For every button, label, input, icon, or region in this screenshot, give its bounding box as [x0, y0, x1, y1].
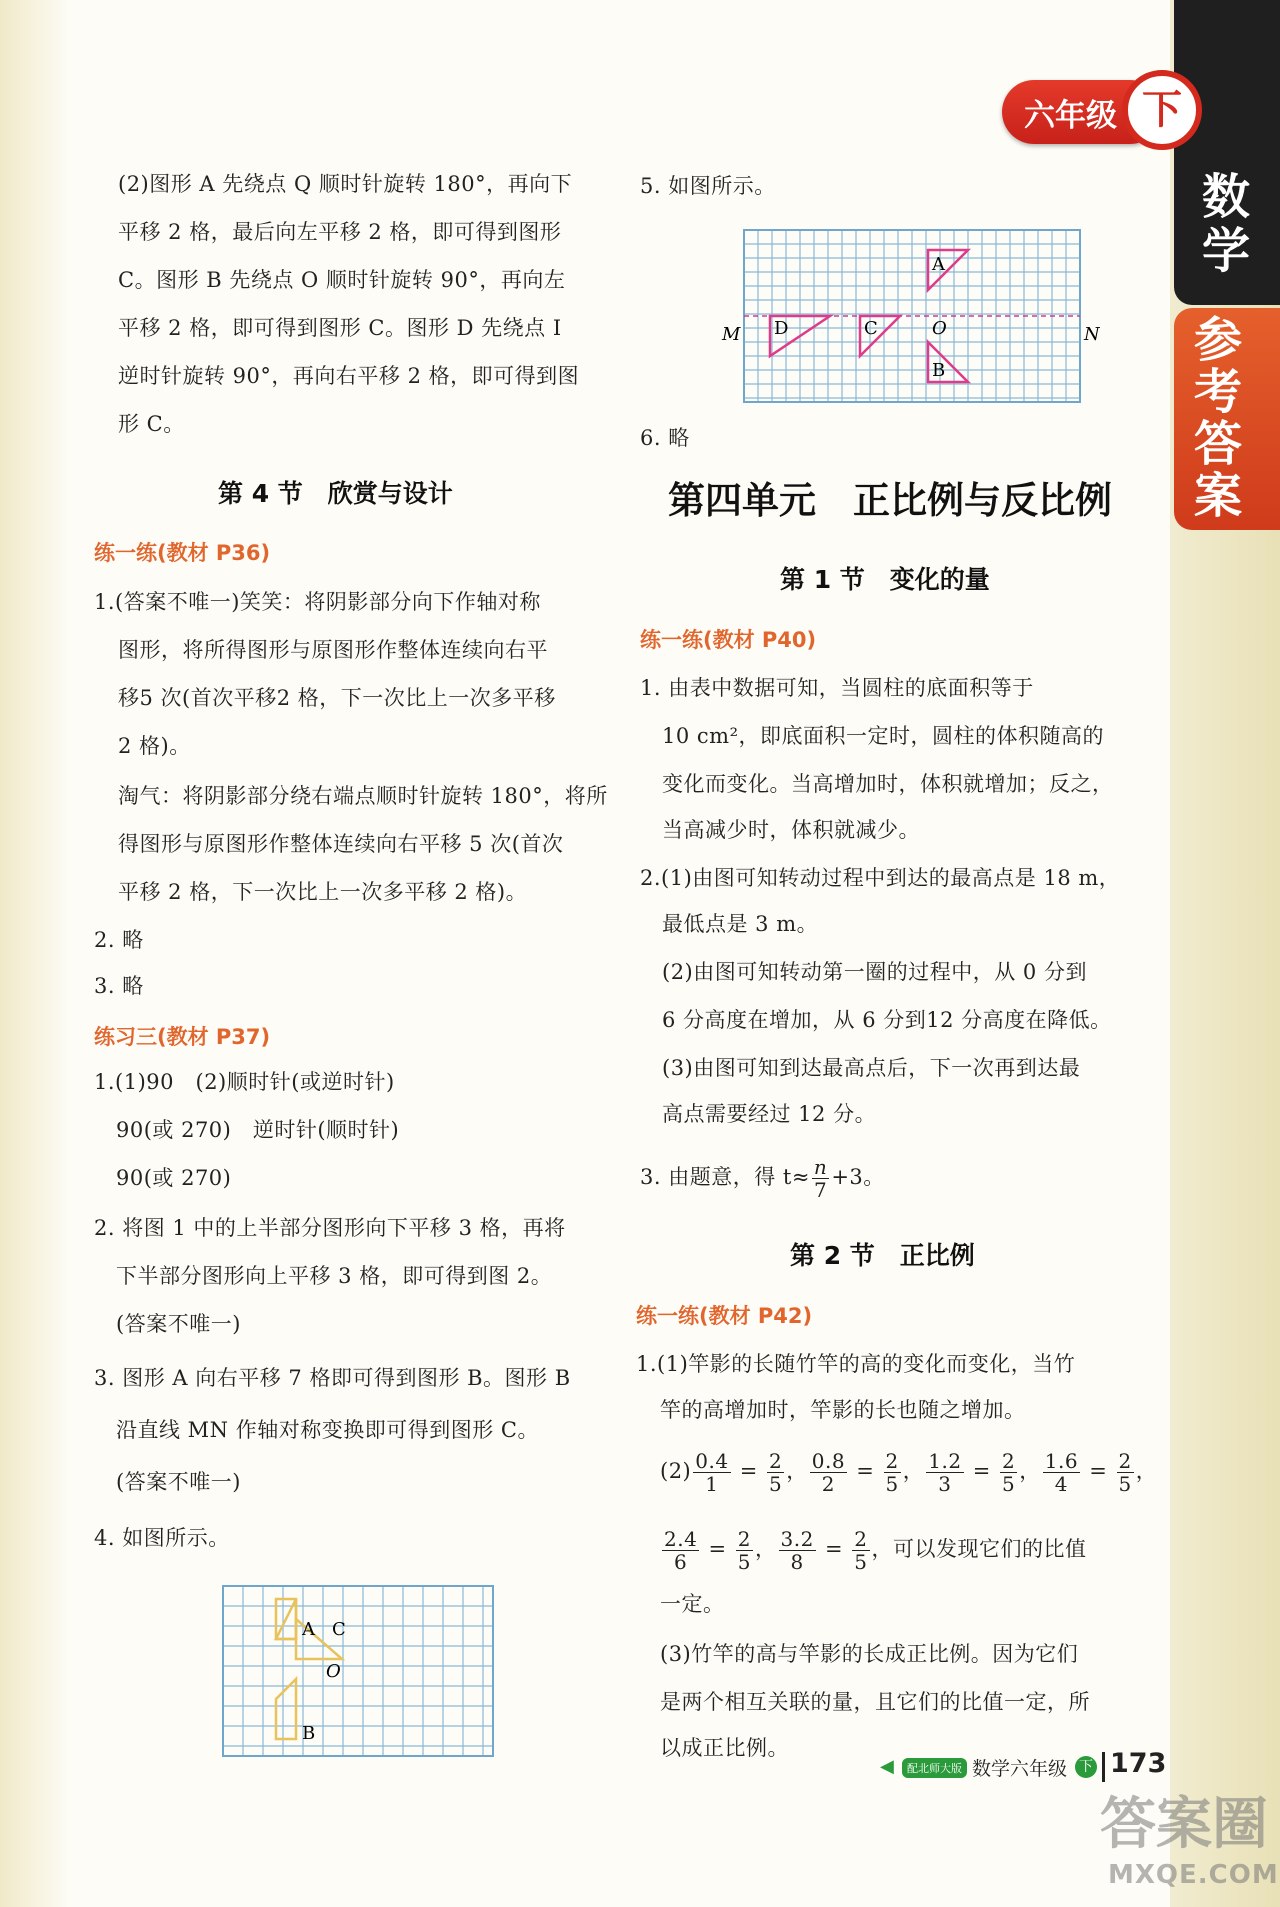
numerator: 1.2 — [928, 1449, 962, 1473]
label-b: B — [302, 1723, 316, 1744]
exercise-tag: 练一练(教材 P40) — [640, 628, 817, 652]
numerator: 2.4 — [664, 1527, 698, 1551]
numerator: 1.6 — [1044, 1449, 1079, 1473]
text-line: 2. 略 — [94, 928, 144, 952]
text-line: 1.(1)90 (2)顺时针(或逆时针) — [94, 1070, 395, 1094]
text-line: (答案不唯一) — [116, 1312, 241, 1336]
text-line: 2.(1)由图可知转动过程中到达的最高点是 18 m， — [640, 866, 1121, 890]
label-m: M — [722, 324, 741, 345]
fraction — [812, 1156, 829, 1201]
grid-figure-4 — [222, 1585, 494, 1757]
unit-title: 第四单元 正比例与反比例 — [668, 479, 1112, 522]
label-c: C — [332, 1619, 346, 1640]
formula-prefix: 3. 由题意，得 t≈ — [640, 1165, 810, 1189]
label-o: O — [932, 318, 947, 339]
numerator: 3.2 — [780, 1527, 814, 1551]
denominator: 2 — [821, 1472, 836, 1496]
label-b: B — [932, 360, 946, 381]
text-line: 2. 将图 1 中的上半部分图形向下平移 3 格，再将 — [94, 1216, 566, 1240]
text-line: 竿的高增加时，竿影的长也随之增加。 — [660, 1398, 1026, 1422]
label-o: O — [326, 1661, 341, 1682]
exercise-tag: 练一练(教材 P36) — [94, 541, 271, 565]
numerator: 2 — [737, 1527, 751, 1551]
fraction — [693, 1450, 730, 1495]
term-circle: 下 — [1122, 70, 1202, 150]
denominator: 5 — [1002, 1472, 1016, 1496]
label-a: A — [932, 254, 945, 275]
denominator: 8 — [790, 1550, 804, 1574]
text-line: 5. 如图所示。 — [640, 174, 776, 198]
fraction — [662, 1528, 699, 1573]
label-d: D — [774, 318, 789, 339]
fraction — [779, 1528, 816, 1573]
section-title: 第 2 节 正比例 — [790, 1241, 975, 1270]
fraction — [1000, 1450, 1017, 1495]
denominator: 3 — [938, 1472, 952, 1496]
text-line: 6. 略 — [640, 426, 690, 450]
arrow-left-icon: ◀ — [880, 1756, 894, 1777]
numerator: 2 — [1002, 1449, 1016, 1473]
watermark — [1100, 1780, 1279, 1905]
text-line: 逆时针旋转 90°，再向右平移 2 格，即可得到图 — [118, 364, 580, 388]
text-line: 一定。 — [660, 1592, 725, 1616]
text-line: 以成正比例。 — [660, 1736, 789, 1760]
answers-tab-text: 参考答案 — [1193, 312, 1242, 524]
numerator: 0.4 — [695, 1449, 729, 1473]
denominator: 5 — [737, 1550, 751, 1574]
text-line: 沿直线 MN 作轴对称变换即可得到图形 C。 — [116, 1418, 539, 1442]
ratio-lead: (2) — [660, 1459, 692, 1483]
numerator: 2 — [769, 1449, 783, 1473]
text-line: 图形，将所得图形与原图形作整体连续向右平 — [118, 638, 548, 662]
denominator: 5 — [885, 1472, 899, 1496]
fraction — [767, 1450, 784, 1495]
ratio-row-2: $\frac{2.4}{6}$ = $\frac{2}{5}$ ， $\frac{3.2}{8}$ = $\frac{2}{5}$ ，可以发现它们的比值 — [664, 1527, 1087, 1574]
answers-tab — [1174, 308, 1280, 530]
text-line: (3)由图可知到达最高点后，下一次再到达最 — [662, 1056, 1081, 1080]
shape-a-diagonal — [276, 1599, 296, 1639]
text-line: 高点需要经过 12 分。 — [662, 1102, 877, 1126]
section-title: 第 4 节 欣赏与设计 — [218, 479, 453, 508]
denominator: 7 — [814, 1178, 828, 1202]
text-line: 2 格)。 — [118, 734, 191, 758]
shape-b — [276, 1679, 296, 1739]
grid-lines — [223, 1586, 493, 1756]
text-line: 3. 略 — [94, 974, 144, 998]
text-line: 4. 如图所示。 — [94, 1526, 230, 1550]
subject-tab — [1174, 0, 1280, 305]
numerator: 2 — [1118, 1449, 1132, 1473]
page-spine-shade — [0, 0, 70, 1907]
text-line: 3. 图形 A 向右平移 7 格即可得到图形 B。图形 B — [94, 1366, 571, 1390]
denominator: 5 — [769, 1472, 783, 1496]
text-line: 下半部分图形向上平移 3 格，即可得到图 2。 — [116, 1264, 553, 1288]
text-line: 6 分高度在增加，从 6 分到12 分高度在降低。 — [662, 1008, 1112, 1032]
label-c: C — [864, 318, 878, 339]
fraction — [852, 1528, 869, 1573]
text-line: 1. 由表中数据可知，当圆柱的底面积等于 — [640, 676, 1034, 700]
fraction — [736, 1528, 753, 1573]
grid-figure-5 — [720, 228, 1100, 404]
denominator: 5 — [1118, 1472, 1132, 1496]
watermark-url: MXQE.COM — [1108, 1860, 1279, 1890]
text-line: 1.(答案不唯一)笑笑：将阴影部分向下作轴对称 — [94, 590, 541, 614]
denominator: 1 — [705, 1472, 719, 1496]
label-a: A — [302, 1619, 315, 1640]
text-line: 得图形与原图形作整体连续向右平移 5 次(首次 — [118, 832, 564, 856]
ratio-row-1: (2) $\frac{0.4}{1}$ = $\frac{2}{5}$ ， $\frac{0.8}{2}$ = $\frac{2}{5}$ ， $\frac{1.2}{3}$ = $\frac{2}{5}$ ， $\frac{1.6}{4}$ = $\frac{2}{5}$ ， — [660, 1449, 1158, 1496]
divider — [1102, 1752, 1105, 1782]
numerator: 0.8 — [811, 1449, 846, 1473]
numerator: 2 — [885, 1449, 899, 1473]
text-line: 当高减少时，体积就减少。 — [662, 818, 920, 842]
ratio-tail: ，可以发现它们的比值 — [871, 1537, 1087, 1561]
formula-line — [640, 1154, 885, 1201]
text-line: 最低点是 3 m。 — [662, 912, 819, 936]
page-number: 173 — [1110, 1748, 1167, 1779]
text-line: 形 C。 — [118, 412, 185, 436]
book-title: 数学六年级 — [972, 1758, 1068, 1780]
text-line: (2)图形 A 先绕点 Q 顺时针旋转 180°，再向下 — [118, 172, 573, 196]
fraction — [810, 1450, 847, 1495]
fraction — [884, 1450, 901, 1495]
term-badge: 下 — [1075, 1756, 1097, 1778]
text-line: 90(或 270) — [116, 1166, 232, 1190]
denominator: 6 — [674, 1550, 688, 1574]
text-line: 10 cm²，即底面积一定时，圆柱的体积随高的 — [662, 724, 1104, 748]
text-line: 1.(1)竿影的长随竹竿的高的变化而变化，当竹 — [636, 1352, 1076, 1376]
numerator: 2 — [854, 1527, 868, 1551]
text-line: 移5 次(首次平移2 格，下一次比上一次多平移 — [118, 686, 556, 710]
denominator: 5 — [854, 1550, 868, 1574]
section-title: 第 1 节 变化的量 — [780, 565, 990, 594]
text-line: 平移 2 格，下一次比上一次多平移 2 格)。 — [118, 880, 528, 904]
text-line: 变化而变化。当高增加时，体积就增加；反之， — [662, 772, 1114, 796]
grade-text: 六年级 — [1024, 98, 1117, 134]
text-line: 90(或 270) 逆时针(顺时针) — [116, 1118, 400, 1142]
text-line: C。图形 B 先绕点 O 顺时针旋转 90°，再向左 — [118, 268, 566, 292]
text-line: 平移 2 格，最后向左平移 2 格，即可得到图形 — [118, 220, 562, 244]
fraction — [1117, 1450, 1134, 1495]
text-line: 淘气：将阴影部分绕右端点顺时针旋转 180°，将所 — [118, 784, 608, 808]
formula-suffix: +3。 — [831, 1165, 885, 1189]
fraction — [926, 1450, 963, 1495]
fraction — [1043, 1450, 1080, 1495]
text-line: (2)由图可知转动第一圈的过程中，从 0 分到 — [662, 960, 1087, 984]
numerator: n — [813, 1155, 828, 1179]
watermark-logo-text: 答案圈 — [1100, 1792, 1268, 1857]
text-line: (答案不唯一) — [116, 1470, 241, 1494]
text-line: 平移 2 格，即可得到图形 C。图形 D 先绕点 I — [118, 316, 562, 340]
edition-badge: 配北师大版 — [902, 1758, 967, 1778]
label-n: N — [1084, 324, 1100, 345]
exercise-tag: 练习三(教材 P37) — [94, 1025, 271, 1049]
grade-badge — [1002, 80, 1182, 144]
exercise-tag: 练一练(教材 P42) — [636, 1304, 813, 1328]
text-line: 是两个相互关联的量，且它们的比值一定，所 — [660, 1690, 1090, 1714]
subject-tab-text: 数学 — [1201, 169, 1250, 279]
text-line: (3)竹竿的高与竿影的长成正比例。因为它们 — [660, 1642, 1079, 1666]
denominator: 4 — [1054, 1472, 1069, 1496]
